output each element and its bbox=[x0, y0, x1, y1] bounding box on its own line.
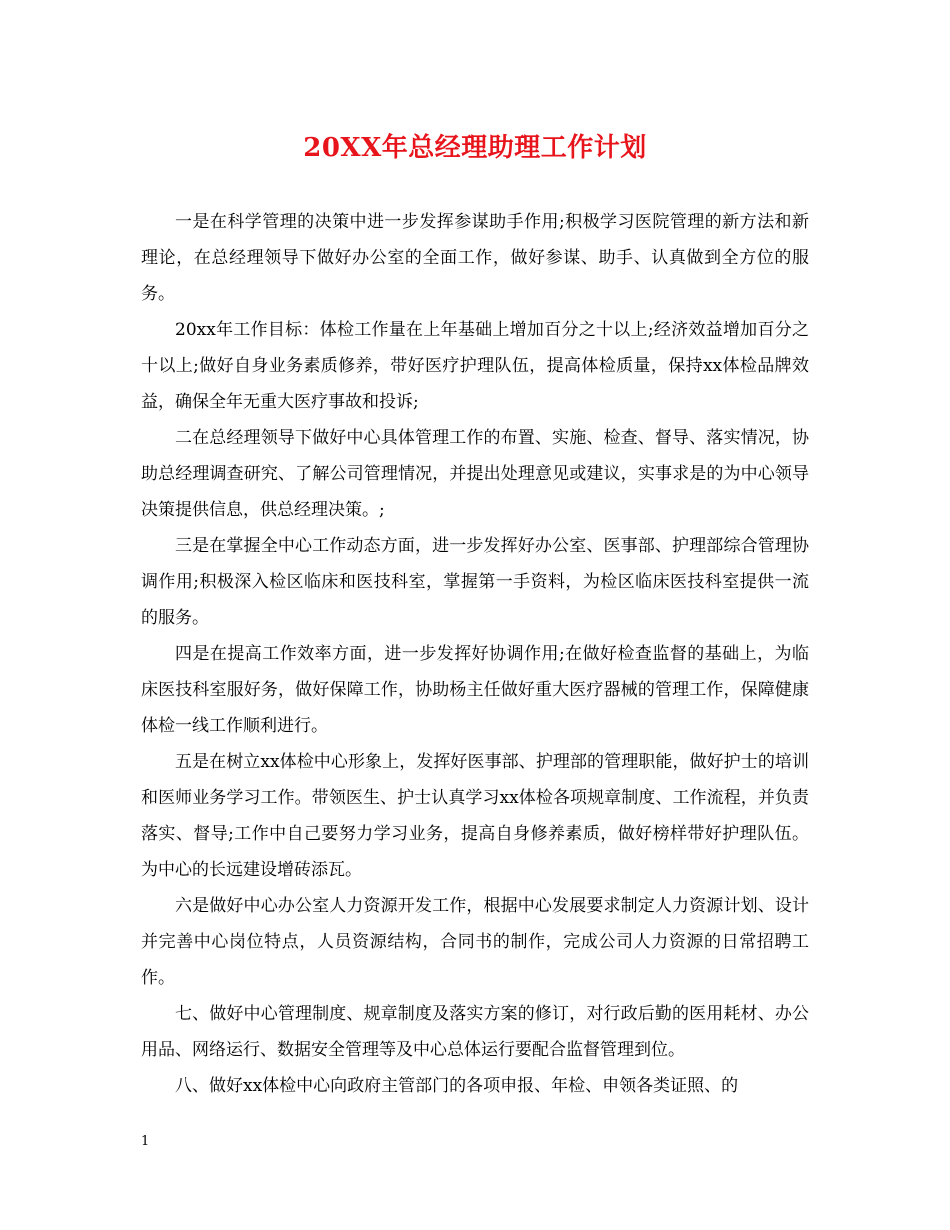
paragraph-5: 四是在提高工作效率方面，进一步发挥好协调作用;在做好检查监督的基础上，为临床医技科室服好务，做好保障工作，协助杨主任做好重大医疗器械的管理工作，保障健康体检一线工作顺利进行。 bbox=[141, 644, 809, 736]
paragraph-1: 一是在科学管理的决策中进一步发挥参谋助手作用;积极学习医院管理的新方法和新理论，在总经理领导下做好办公室的全面工作，做好参谋、助手、认真做到全方位的服务。 bbox=[141, 212, 809, 304]
paragraph-2: 20xx年工作目标：体检工作量在上年基础上增加百分之十以上;经济效益增加百分之十以上;做好自身业务素质修养，带好医疗护理队伍，提高体检质量，保持xx体检品牌效益，确保全年无重大医疗事故和投诉; bbox=[141, 320, 809, 412]
paragraph-6: 五是在树立xx体检中心形象上，发挥好医事部、护理部的管理职能，做好护士的培训和医师业务学习工作。带领医生、护士认真学习xx体检各项规章制度、工作流程，并负责落实、督导;工作中自己要努力学习业务，提高自身修养素质，做好榜样带好护理队伍。为中心的长远建设增砖添瓦。 bbox=[141, 752, 809, 880]
paragraph-3: 二在总经理领导下做好中心具体管理工作的布置、实施、检查、督导、落实情况，协助总经理调查研究、了解公司管理情况，并提出处理意见或建议，实事求是的为中心领导决策提供信息，供总经理决策。; bbox=[141, 428, 809, 520]
page-number: 1 bbox=[141, 1134, 150, 1149]
paragraph-8: 七、做好中心管理制度、规章制度及落实方案的修订，对行政后勤的医用耗材、办公用品、网络运行、数据安全管理等及中心总体运行要配合监督管理到位。 bbox=[141, 1004, 809, 1060]
paragraph-4: 三是在掌握全中心工作动态方面，进一步发挥好办公室、医事部、护理部综合管理协调作用;积极深入检区临床和医技科室，掌握第一手资料，为检区临床医技科室提供一流的服务。 bbox=[141, 536, 809, 628]
document-body bbox=[141, 204, 809, 1104]
paragraph-7: 六是做好中心办公室人力资源开发工作，根据中心发展要求制定人力资源计划、设计并完善中心岗位特点，人员资源结构，合同书的制作，完成公司人力资源的日常招聘工作。 bbox=[141, 896, 809, 988]
document-title: 20XX年总经理助理工作计划 bbox=[303, 133, 647, 163]
paragraph-9: 八、做好xx体检中心向政府主管部门的各项申报、年检、申领各类证照、的 bbox=[175, 1076, 739, 1096]
